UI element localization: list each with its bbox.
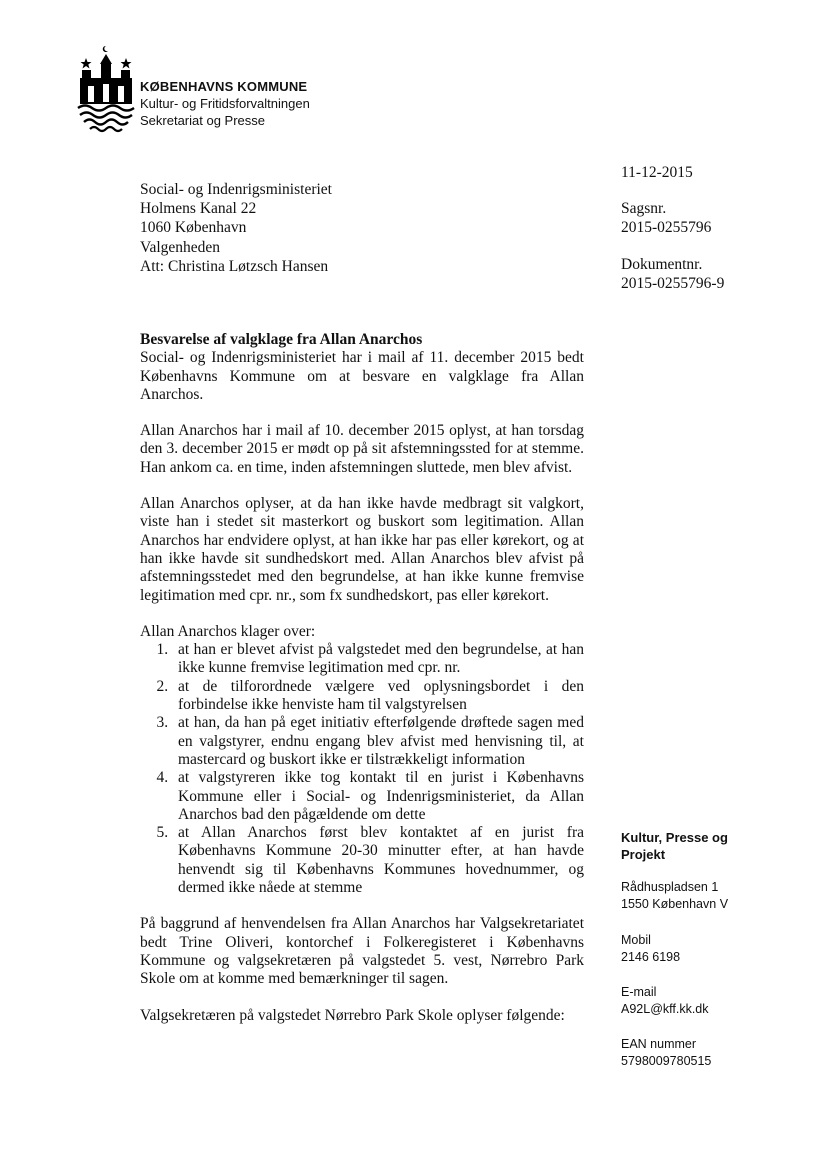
contact-email bbox=[621, 984, 709, 1018]
letter-title: Besvarelse af valgklage fra Allan Anarchos bbox=[140, 331, 423, 348]
recipient-line: Holmens Kanal 22 bbox=[140, 200, 257, 218]
mobile-value: 2146 6198 bbox=[621, 950, 681, 964]
recipient-line: Valgenheden bbox=[140, 238, 221, 256]
paragraph: På baggrund af henvendelsen fra Allan Anarchos har Valgsekretariatet bedt Trine Oliveri, kontorchef i Folkeregisteret i Københavns Kommune og valgsekretæren på valgstedet 5. vest, Nørrebro Park Skole om at komme med bemærkninger til sagen. bbox=[140, 915, 584, 988]
paragraph: Allan Anarchos har i mail af 10. december 2015 oplyst, at han torsdag den 3. december 2015 er mødt op på sit afstemningssted for at stemme. Han ankom ca. en time, inden afstemningen sluttede, men blev afvist. bbox=[140, 422, 584, 476]
recipient-line: 1060 København bbox=[140, 219, 247, 237]
list-intro: Allan Anarchos klager over: bbox=[140, 622, 316, 640]
list-item: 4. at valgstyreren ikke tog kontakt til en jurist i Københavns Kommune eller i Social- og Indenrigsministeriet, da Allan Anarchos bad den pågældende om dette bbox=[172, 769, 584, 824]
letter-date: 11-12-2015 bbox=[621, 164, 693, 181]
contact-dept-line: Kultur, Presse og bbox=[621, 830, 728, 845]
mobile-label: Mobil bbox=[621, 933, 651, 947]
copenhagen-coat-of-arms-icon bbox=[76, 44, 136, 134]
ean-label: EAN nummer bbox=[621, 1037, 697, 1051]
paragraph: Allan Anarchos oplyser, at da han ikke havde medbragt sit valgkort, viste han i stedet sit masterkort og buskort som legitimation. Allan Anarchos har endvidere oplyst, at han ikke har pas eller kørekort, og at han ikke havde sit sundhedskort med. Allan Anarchos blev afvist på afstemningsstedet med den begrundelse, at han ikke kunne fremvise legitimation med cpr. nr., som fx sundhedskort, pas eller kørekort. bbox=[140, 495, 584, 604]
case-number-block bbox=[621, 199, 711, 237]
document-number-block bbox=[621, 255, 724, 293]
recipient-address bbox=[140, 180, 332, 276]
contact-address-line: 1550 København V bbox=[621, 897, 729, 911]
contact-address-line: Rådhuspladsen 1 bbox=[621, 880, 719, 894]
list-item: 3. at han, da han på eget initiativ efterfølgende drøftede sagen med en valgstyrer, endnu engang blev afvist med henvisning til, at mastercard og buskort ikke er tilstrækkeligt information bbox=[172, 714, 584, 769]
document-number-value: 2015-0255796-9 bbox=[621, 275, 725, 293]
recipient-line: Att: Christina Løtzsch Hansen bbox=[140, 257, 329, 275]
paragraph: Social- og Indenrigsministeriet har i mail af 11. december 2015 bedt Københavns Kommune om at besvare en valgklage fra Allan Anarchos. bbox=[140, 349, 584, 403]
letterhead bbox=[140, 78, 310, 129]
list-item: 2. at de tilforordnede vælgere ved oplysningsbordet i den forbindelse ikke henviste ham til valgstyrelsen bbox=[172, 678, 584, 715]
contact-department bbox=[621, 829, 728, 863]
ean-value: 5798009780515 bbox=[621, 1054, 712, 1068]
department: Kultur- og Fritidsforvaltningen bbox=[140, 96, 310, 111]
org-name: KØBENHAVNS KOMMUNE bbox=[140, 79, 308, 94]
case-number-label: Sagsnr. bbox=[621, 200, 667, 217]
email-label: E-mail bbox=[621, 985, 657, 999]
contact-ean bbox=[621, 1036, 711, 1070]
contact-mobile bbox=[621, 932, 680, 966]
email-value: A92L@kff.kk.dk bbox=[621, 1002, 709, 1016]
list-item: 1. at han er blevet afvist på valgstedet med den begrundelse, at han ikke kunne fremvise legitimation med cpr. nr. bbox=[172, 641, 584, 678]
case-number-value: 2015-0255796 bbox=[621, 219, 712, 237]
contact-dept-line: Projekt bbox=[621, 847, 666, 862]
complaint-list bbox=[140, 641, 584, 897]
recipient-line: Social- og Indenrigsministeriet bbox=[140, 181, 332, 198]
list-item: 5. at Allan Anarchos først blev kontaktet af en jurist fra Københavns Kommune 20-30 minutter efter, at han havde henvendt sig til Københavns Kommunes hovednummer, og dermed ikke nåede at stemme bbox=[172, 824, 584, 897]
contact-address bbox=[621, 879, 728, 913]
document-number-label: Dokumentnr. bbox=[621, 256, 703, 273]
unit: Sekretariat og Presse bbox=[140, 113, 266, 128]
letter-body bbox=[140, 331, 584, 1025]
paragraph: Valgsekretæren på valgstedet Nørrebro Park Skole oplyser følgende: bbox=[140, 1006, 565, 1024]
